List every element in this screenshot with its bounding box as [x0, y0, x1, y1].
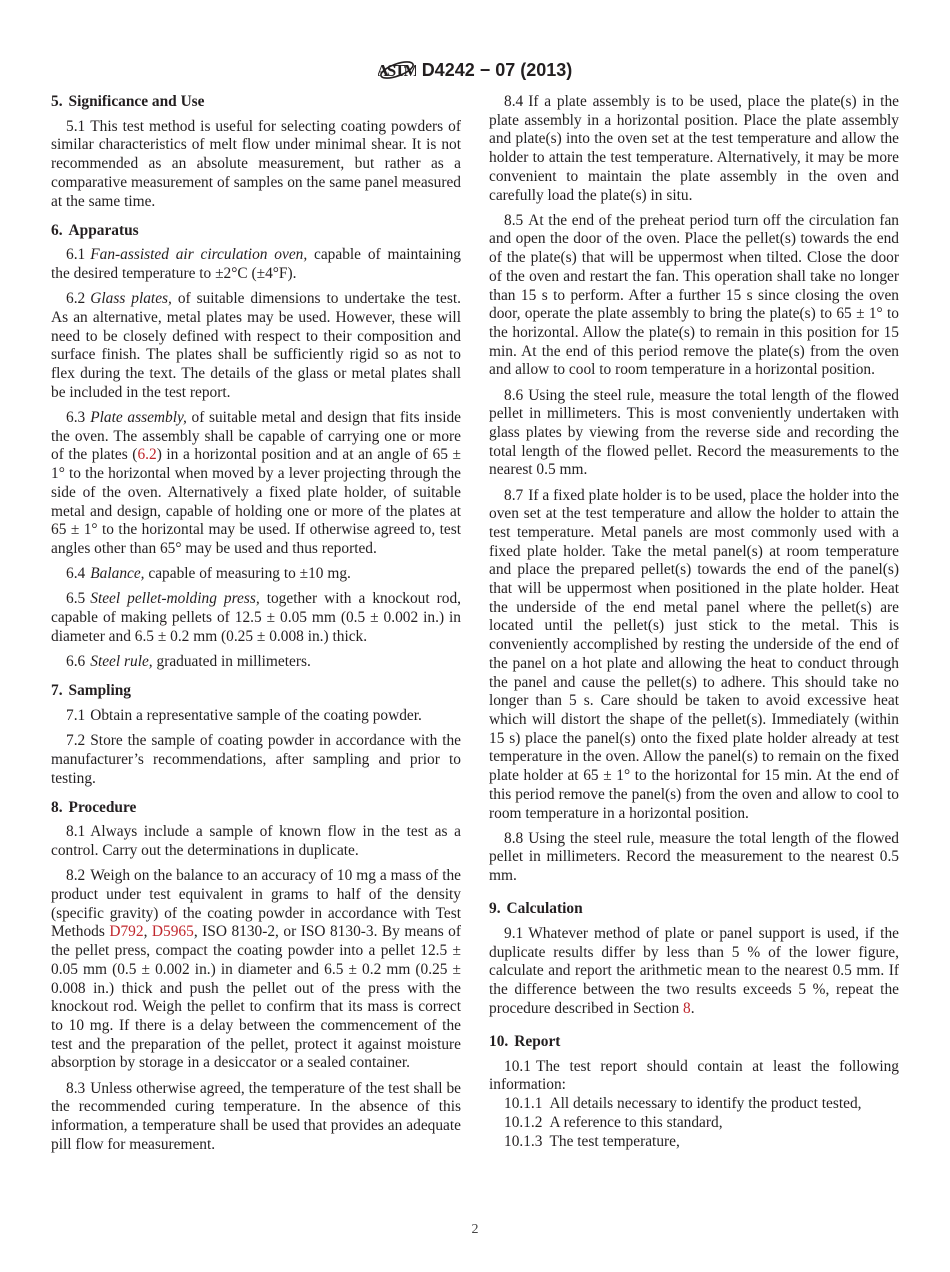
section-number: 9. [489, 900, 501, 918]
defined-term: Balance, [90, 565, 145, 583]
item-number: 10.1.2 [504, 1113, 543, 1131]
section-number: 8. [51, 798, 63, 816]
paragraph-10-1 [489, 1058, 899, 1095]
item-number: 10.1.1 [504, 1095, 543, 1113]
item-text: All details necessary to identify the product tested, [549, 1095, 862, 1113]
paragraph-6-2 [51, 290, 461, 402]
paragraph-number: 8.7 [504, 486, 524, 504]
section-heading-10 [489, 1033, 899, 1052]
paragraph-text: , ISO 8130-2, or ISO 8130-3. By means of the pellet press, compact the coating powder into a pellet 12.5 ± 0.05 mm (0.5 ± 0.002 in.) in diameter and 6.5 ± 0.2 mm (0.25 ± 0.008 in.) thick and push the pellet out of the press with the knockout rod. Weigh the pellet to confirm that its mass is correct to 10 mg. If there is a delay between the commencement of the test and the preparation of the pellet, protect it against moisture absorption by storage in a desiccator or a sealed container. [51, 923, 461, 1072]
paragraph-text: If a plate assembly is to be used, place the plate(s) in the plate assembly in a horizontal position. Place the plate assembly and plate(s) into the oven set at the test temperature and allow the holder to attain the test temperature. Alternatively, it may be more convenient to maintain the plate assembly in the oven and carefully load the plate(s) in situ. [489, 93, 899, 204]
paragraph-number: 5.1 [66, 117, 86, 135]
section-title: Report [514, 1033, 561, 1051]
defined-term: Plate assembly, [90, 409, 187, 427]
paragraph-8-7 [489, 487, 899, 824]
list-item-10-1-3 [489, 1133, 899, 1152]
section-title: Significance and Use [68, 93, 205, 110]
paragraph-number: 6.1 [66, 246, 86, 264]
section-title: Apparatus [68, 221, 139, 239]
paragraph-text: graduated in millimeters. [152, 652, 311, 670]
paragraph-number: 6.5 [66, 590, 86, 608]
paragraph-text: If a fixed plate holder is to be used, place the holder into the oven set at the test temperature and allow the holder to attain the test temperature. Metal panels are most commonly used with a fixed plate holder. Take the metal panel(s) at room temperature and place the prepared pellet(s) towards the end of the panel(s) that will be uppermost when positioned in the plate holder. Heat the underside of the end metal panel where the pellet(s) are located until the pellet(s) just stick to the metal. This is conveniently accomplished by resting the underside of the end of the panel on a hot plate and allowing the heat to conduct through the panel and cause the pellet(s) to adhere. This should take no longer than 5 s. Care should be taken to avoid excessive heat which will distort the shape of the pellet(s). Immediately (within 15 s) place the panel(s) onto the fixed plate holder already at test temperature in the oven. Allow the panel(s) to remain on the fixed plate holder at 65 ± 1° to the horizontal for 15 min. At the end of this period remove the panel(s) from the oven and allow to cool to room temperature in a horizontal position. [489, 486, 899, 822]
paragraph-text: . [690, 999, 695, 1017]
item-text: A reference to this standard, [549, 1113, 723, 1131]
svg-text:ASTM: ASTM [377, 61, 416, 80]
paragraph-9-1 [489, 925, 899, 1019]
paragraph-number: 6.2 [66, 290, 86, 308]
section-number: 7. [51, 682, 63, 700]
paragraph-8-4 [489, 93, 899, 205]
paragraph-number: 6.6 [66, 652, 86, 670]
defined-term: Fan-assisted air circulation oven, [90, 246, 308, 264]
cross-reference-link-6-2[interactable]: 6.2 [137, 446, 157, 464]
item-number: 10.1.3 [504, 1132, 543, 1150]
paragraph-text: capable of maintaining the desired temperature to ±2°C (±4°F). [51, 246, 461, 283]
paragraph-number: 8.4 [504, 93, 524, 110]
defined-term: Steel rule, [90, 652, 153, 670]
page-number: 2 [471, 1222, 479, 1237]
paragraph-text: This test method is useful for selecting coating powders of similar characteristics of melt flow under minimal shear. It is not recommended as an absolute measurement, but rather as a comparative measurement of samples on the same panel measured at the same time. [51, 117, 461, 210]
paragraph-number: 6.4 [66, 565, 86, 583]
page-header [0, 56, 950, 84]
paragraph-number: 10.1 [504, 1057, 531, 1075]
section-title: Sampling [68, 682, 131, 700]
cross-reference-link-d5965[interactable]: D5965 [151, 923, 194, 941]
paragraph-number: 6.3 [66, 409, 86, 427]
left-column [51, 93, 461, 1161]
paragraph-8-2 [51, 867, 461, 1073]
paragraph-number: 8.8 [504, 829, 524, 847]
paragraph-8-8 [489, 830, 899, 886]
paragraph-text: Obtain a representative sample of the coating powder. [90, 706, 422, 724]
paragraph-6-5 [51, 590, 461, 646]
paragraph-6-6 [51, 653, 461, 672]
section-title: Procedure [68, 798, 137, 816]
paragraph-6-1 [51, 246, 461, 283]
section-title: Calculation [506, 900, 583, 918]
paragraph-7-2 [51, 732, 461, 788]
paragraph-text: together with a knockout rod, capable of making pellets of 12.5 ± 0.05 mm (0.5 ± 0.002 in.) in diameter and 6.5 ± 0.2 mm (0.25 ± 0.008 in.) thick. [51, 590, 461, 645]
paragraph-8-3 [51, 1080, 461, 1155]
paragraph-number: 8.3 [66, 1079, 86, 1097]
section-heading-8 [51, 799, 461, 818]
paragraph-text: Whatever method of plate or panel support is used, if the duplicate results differ by less than 5 % of the lower figure, calculate and report the arithmetic mean to the nearest 0.5 mm. If the difference between the two results exceeds 5 %, repeat the procedure described in Section [489, 925, 899, 1017]
list-item-10-1-2 [489, 1114, 899, 1133]
paragraph-text: The test report should contain at least the following information: [489, 1057, 899, 1094]
paragraph-number: 7.1 [66, 706, 86, 724]
section-number: 10. [489, 1033, 509, 1051]
separator: , [143, 923, 152, 941]
paragraph-text: Unless otherwise agreed, the temperature of the test shall be the recommended curing temperature. In the absence of this information, a temperature shall be used that provides an adequate pill flow for measurement. [51, 1079, 461, 1153]
paragraph-number: 8.2 [66, 867, 86, 885]
cross-reference-link-section-8[interactable]: 8 [683, 999, 691, 1017]
paragraph-number: 7.2 [66, 732, 86, 750]
paragraph-text: capable of measuring to ±10 mg. [144, 565, 351, 583]
paragraph-8-1 [51, 823, 461, 860]
paragraph-text: Weigh on the balance to an accuracy of 10 mg a mass of the product under test equivalent in grams to half of the density (specific gravity) of the coating powder in accordance with Test Methods [51, 867, 461, 941]
paragraph-text: of suitable dimensions to undertake the test. As an alternative, metal plates may be used. However, these will need to be closely defined with respect to their composition and surface finish. The plates shall be sufficiently rigid so as not to flex during the text. The details of the glass or metal plates shall be included in the test report. [51, 290, 461, 401]
paragraph-6-3 [51, 409, 461, 559]
paragraph-number: 8.5 [504, 211, 524, 229]
paragraph-7-1 [51, 707, 461, 726]
standard-designation: D4242 − 07 (2013) [421, 59, 573, 80]
list-item-10-1-1 [489, 1095, 899, 1114]
right-column [489, 93, 899, 1151]
paragraph-number: 8.6 [504, 386, 524, 404]
section-heading-5 [51, 93, 461, 112]
section-heading-6 [51, 222, 461, 241]
paragraph-8-6 [489, 387, 899, 481]
defined-term: Glass plates, [90, 290, 172, 308]
paragraph-6-4 [51, 565, 461, 584]
paragraph-text: Using the steel rule, measure the total length of the flowed pellet in millimeters. This is most conveniently undertaken with glass plates by viewing from the reverse side and recording the total length of the flowed pellet. Record the measurements to the nearest 0.5 mm. [489, 386, 899, 479]
paragraph-8-5 [489, 212, 899, 380]
cross-reference-link-d792[interactable]: D792 [109, 923, 144, 941]
paragraph-text: Using the steel rule, measure the total length of the flowed pellet in millimeters. Record the measurement to the nearest 0.5 mm. [489, 829, 899, 885]
paragraph-text: ) in a horizontal position and at an angle of 65 ± 1° to the horizontal when moved by a lever projecting through the side of the oven. Alternatively a fixed plate holder, of suitable metal and design, capable of holding one or more of the plates at 65 ± 1° to the horizontal may be used. If otherwise agreed to, test angles other than 65° may be used and thus reported. [51, 446, 461, 557]
section-number: 5. [51, 93, 63, 110]
paragraph-text: At the end of the preheat period turn off the circulation fan and open the door of the oven. Place the pellet(s) towards the end of the plate(s) that will be uppermost when tilted. Close the door of the oven and restart the fan. This operation shall take no longer than 15 s to perform. After a further 15 s since closing the oven door, operate the plate assembly to bring the plate(s) to 65 ± 1° to the horizontal. Allow the plate(s) to remain in this position for 15 min. At the end of this period remove the plate(s) from the oven and allow to cool to room temperature in a horizontal position. [489, 211, 899, 379]
item-text: The test temperature, [549, 1132, 680, 1150]
paragraph-5-1 [51, 118, 461, 212]
paragraph-text: Store the sample of coating powder in accordance with the manufacturer’s recommendations, after sampling and prior to testing. [51, 732, 461, 787]
paragraph-number: 8.1 [66, 823, 86, 841]
paragraph-number: 9.1 [504, 925, 524, 943]
astm-logo-icon [378, 57, 416, 83]
section-heading-9 [489, 900, 899, 919]
section-number: 6. [51, 221, 63, 239]
defined-term: Steel pellet-molding press, [90, 590, 260, 608]
paragraph-text: Always include a sample of known flow in the test as a control. Carry out the determinations in duplicate. [51, 823, 461, 860]
section-heading-7 [51, 682, 461, 701]
paragraph-text: of suitable metal and design that fits inside the oven. The assembly shall be capable of carrying one or more of the plates ( [51, 409, 461, 464]
